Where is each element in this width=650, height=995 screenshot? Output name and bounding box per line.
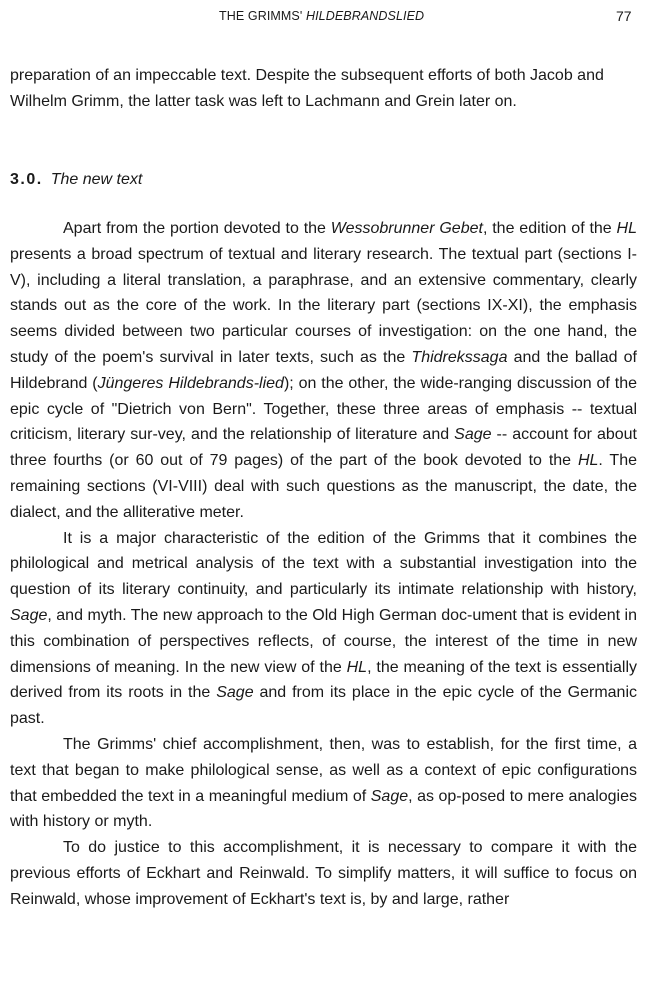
text-run: -- account for about three fourths (or 60 out of 79 pages) of the part of the book devoted to the xyxy=(10,426,638,470)
text-run: It is a major characteristic of the edition of the Grimms that it combines the philological and metrical analysis of the text with a substantial investigation into the question of its literary continuity, and particularly its intimate relationship with history, xyxy=(10,529,637,599)
text-run: ); on the other, the wide-ranging discussion of the epic cycle of "Dietrich von Bern". Together, these three areas of emphasis -- textual criticism, literary sur-vey, and the relationship of literature and xyxy=(10,374,638,444)
text-run: . The remaining sections (VI-VIII) deal with such questions as the manuscript, the date, the dialect, and the alliterative meter. xyxy=(10,452,637,521)
text-run: The Grimms' chief accomplishment, then, was to establish, for the first time, a text that began to make philological sense, as well as a context of epic configurations that embedded the text in a meaningful medium of xyxy=(10,735,637,805)
italic-run: HL xyxy=(577,452,599,470)
paragraph-3 xyxy=(10,526,637,732)
italic-run: Sage xyxy=(216,684,254,702)
italic-run: Sage xyxy=(10,606,48,624)
section-body xyxy=(10,216,637,913)
paragraph-5: To do justice to this accomplishment, it is necessary to compare it with the previous efforts of Eckhart and Reinwald. To simplify matters, it will suffice to focus on Reinwald, whose improvement of Eckhart's text is, by and large, rather xyxy=(10,839,637,908)
running-title-italic: HILDEBRANDSLIED xyxy=(305,9,425,23)
text-run: , the edition of the xyxy=(482,220,617,237)
paragraph-continuation: preparation of an impeccable text. Despite the subsequent efforts of both Jacob and Wilhelm Grimm, the latter task was left to Lachmann and Grein later on. xyxy=(10,67,604,110)
italic-run: Sage xyxy=(454,426,492,444)
paragraph-4 xyxy=(10,732,637,835)
italic-run: HL xyxy=(346,658,368,676)
text-run: , as op-posed to mere analogies with history or myth. xyxy=(10,787,638,831)
text-run: and from its place in the epic cycle of the Germanic past. xyxy=(10,684,638,728)
text-run: , and myth. The new approach to the Old High German doc-ument that is evident in this combination of perspectives reflects, of course, the interest of the time in new dimensions of meaning. In the new view of the xyxy=(10,606,637,676)
italic-run: Sage xyxy=(370,787,409,805)
text-run: and the ballad of Hildebrand ( xyxy=(10,348,638,392)
text-run: presents a broad spectrum of textual and literary research. The textual part (sections I-V), including a literal translation, a paraphrase, and an extensive commentary, clearly stands out as the core of the work. In the literary part (sections IX-XI), the emphasis seems divided between two particular courses of investigation: on the one hand, the study of the poem's survival in later texts, such as the xyxy=(10,245,637,366)
paragraph-2 xyxy=(10,216,637,526)
running-title xyxy=(219,9,424,23)
page-number: 77 xyxy=(616,8,632,24)
italic-run: Jüngeres Hildebrands-lied xyxy=(97,374,284,392)
italic-run: Wessobrunner Gebet xyxy=(330,220,483,237)
running-header xyxy=(0,8,650,28)
text-run: , the meaning of the text is essentially derived from its roots in the xyxy=(10,658,637,702)
section-title: The new text xyxy=(50,171,143,188)
italic-run: HL xyxy=(616,220,637,237)
running-title-prefix: THE GRIMMS' xyxy=(219,9,303,23)
italic-run: Thidrekssaga xyxy=(411,348,508,366)
section-heading xyxy=(10,167,142,192)
section-number: 3.0. xyxy=(10,171,43,188)
text-run: Apart from the portion devoted to the xyxy=(63,220,331,237)
